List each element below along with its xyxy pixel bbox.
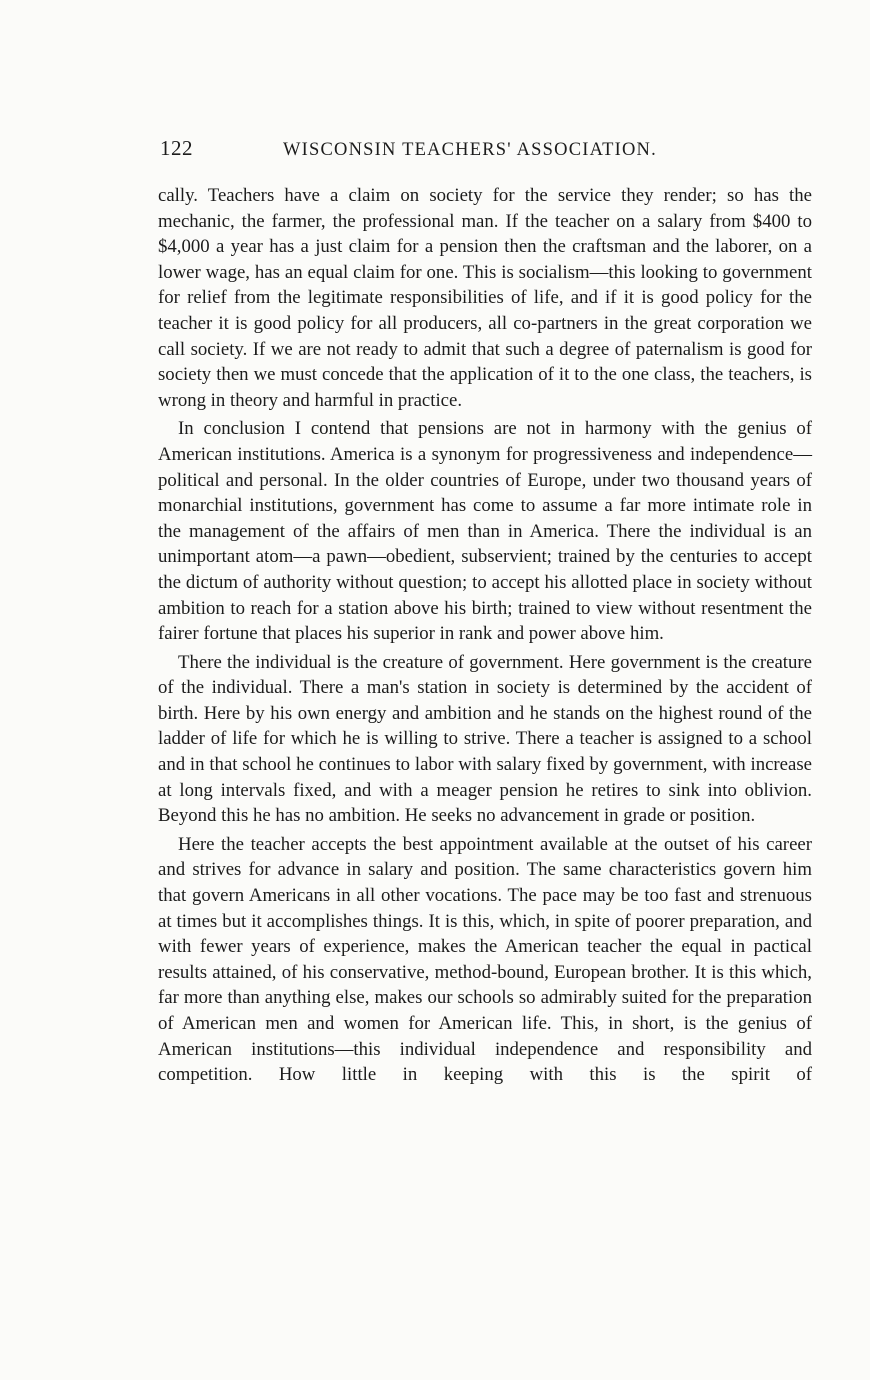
paragraph-2: In conclusion I contend that pensions are not in harmony with the genius of American institutions. America is a synonym for progressiveness and independence—political and personal. In the older countries of Europe, under two thousand years of monarchial institutions, government has come to assume a far more intimate role in the management of the affairs of men than in America. There the individual is an unimportant atom—a pawn—obedient, subservient; trained by the centuries to accept the dictum of authority without question; to accept his allotted place in society without ambition to reach for a station above his birth; trained to view without resentment the fairer fortune that places his superior in rank and power above him. <box>158 418 812 645</box>
paragraph-1: cally. Teachers have a claim on society for the service they render; so has the mechanic, the farmer, the professional man. If the teacher on a salary from $400 to $4,000 a year has a just claim for a pension then the craftsman and the laborer, on a lower wage, has an equal claim for one. This is socialism—this looking to government for relief from the legitimate responsibilities of life, and if it is good policy for the teacher it is good policy for all producers, all co-partners in the great corporation we call society. If we are not ready to admit that such a degree of paternalism is good for society then we must concede that the application of it to the one class, the teachers, is wrong in theory and harmful in practice. <box>158 185 812 411</box>
page-header <box>160 136 698 166</box>
page-number: 122 <box>160 136 193 160</box>
running-title: WISCONSIN TEACHERS' ASSOCIATION. <box>283 140 657 160</box>
paragraph-3: There the individual is the creature of government. Here government is the creature of the individual. There a man's station in society is determined by the accident of birth. Here by his own energy and ambition and he stands on the highest round of the ladder of life for which he is willing to strive. There a teacher is assigned to a school and in that school he continues to labor with salary fixed by government, with increase at long intervals fixed, and with a meager pension he retires to sink into oblivion. Beyond this he has no ambition. He seeks no advancement in grade or position. <box>158 651 812 827</box>
paragraph-4: Here the teacher accepts the best appointment available at the outset of his career and strives for advance in salary and position. The same characteristics govern him that govern Americans in all other vocations. The pace may be too fast and strenuous at times but it accomplishes things. It is this, which, in spite of poorer preparation, and with fewer years of experience, makes the American teacher the equal in pactical results attained, of his conservative, method-bound, European brother. It is this which, far more than anything else, makes our schools so admirably suited for the preparation of American men and women for American life. This, in short, is the genius of American institutions—this individual independence and responsibility and competition. How little in keeping with this is the spirit of <box>158 833 812 1086</box>
body-text <box>158 183 812 1091</box>
